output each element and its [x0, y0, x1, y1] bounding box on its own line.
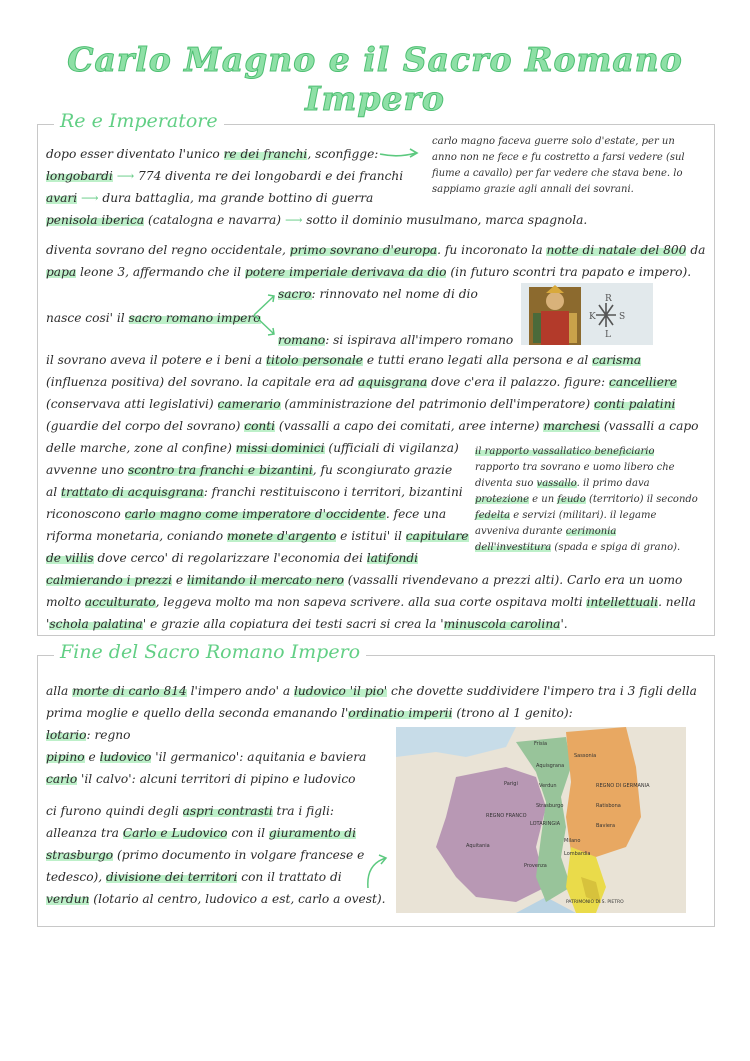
map-label: Lombardia — [564, 851, 591, 857]
map-verdun — [396, 727, 686, 913]
text-line: calmierando i prezzi e limitando il mercato nero (vassalli rivendevano a prezzi alti). Carlo era un uomo — [46, 573, 683, 587]
note-line: protezione e un feudo (territorio) il secondo — [475, 494, 698, 505]
map-label: Verdun — [539, 783, 557, 789]
text-line: papa leone 3, affermando che il potere imperiale derivava da dio (in futuro scontri tra papato e impero). — [46, 265, 692, 279]
charlemagne-portrait — [521, 283, 653, 345]
text-line: strasburgo (primo documento in volgare francese e — [46, 848, 365, 862]
map-label: Aquitania — [466, 843, 490, 849]
section-heading-2: Fine del Sacro Romano Impero — [54, 641, 366, 663]
note-line: carlo magno faceva guerre solo d'estate, per un — [432, 136, 675, 147]
map-label: Frisia — [534, 741, 548, 747]
text-line: molto acculturato, leggeva molto ma non sapeva scrivere. alla sua corte ospitava molti intellettuali. nella — [46, 595, 696, 609]
text-line: (conservava atti legislativi) camerario (amministrazione del patrimonio dell'imperatore) conti palatini — [46, 397, 676, 411]
text-line: carlo 'il calvo': alcuni territori di pipino e ludovico — [46, 772, 356, 786]
map-label: Strasburgo — [536, 803, 564, 809]
map-label: REGNO DI GERMANIA — [596, 783, 650, 789]
text-line: al trattato di acquisgrana: franchi restituiscono i territori, bizantini — [46, 485, 463, 499]
note-line: dell'investitura (spada e spiga di grano). — [475, 542, 681, 553]
arrow-right-icon: ⟶ — [116, 169, 135, 183]
text-line: romano: si ispirava all'impero romano — [278, 333, 514, 347]
text-line: alleanza tra Carlo e Ludovico con il giuramento di — [46, 826, 356, 840]
text-line: diventa sovrano del regno occidentale, primo sovrano d'europa. fu incoronato la notte di natale del 800 da — [46, 243, 706, 257]
section-heading-1: Re e Imperatore — [54, 110, 224, 132]
text-line: avvenne uno scontro tra franchi e bizantini, fu scongiurato grazie — [46, 463, 453, 477]
map-label: LOTARINGIA — [530, 821, 561, 827]
map-label: Parigi — [504, 781, 518, 787]
map-label: Aquisgrana — [536, 763, 565, 769]
map-label: Ratisbona — [596, 803, 621, 809]
text-line: dopo esser diventato l'unico re dei franchi, sconfigge: — [46, 147, 379, 161]
text-line: ci furono quindi degli aspri contrasti tra i figli: — [46, 804, 334, 818]
map-label: Sassonia — [574, 753, 597, 759]
svg-text:R: R — [605, 294, 612, 304]
text-line: (influenza positiva) del sovrano. la capitale era ad aquisgrana dove c'era il palazzo. figure: cancelliere — [46, 375, 677, 389]
curved-arrow-icon — [362, 852, 392, 892]
note-line: fedelta e servizi (militari). il legame — [475, 510, 657, 521]
svg-text:L: L — [605, 330, 611, 340]
text-line: il sovrano aveva il potere e i beni a titolo personale e tutti erano legati alla persona e al carisma — [46, 353, 642, 367]
arrow-right-icon: ⟶ — [284, 213, 303, 227]
text-line: delle marche, zone al confine) missi dominici (ufficiali di vigilanza) — [46, 441, 459, 455]
branch-arrows-icon — [252, 290, 278, 340]
note-line: anno non ne fece e fu costretto a farsi vedere (sul — [432, 152, 685, 163]
text-line: prima moglie e quello della seconda emanando l'ordinatio imperii (trono al 1 genito): — [46, 706, 573, 720]
arrow-right-icon: ⟶ — [81, 191, 99, 205]
text-line: lotario: regno — [46, 728, 131, 742]
map-label: Provenza — [524, 863, 547, 869]
text-line: de villis dove cerco' di regolarizzare l'economia dei latifondi — [46, 551, 419, 565]
text-line: penisola iberica (catalogna e navarra) ⟶ sotto il dominio musulmano, marca spagnola. — [46, 213, 588, 227]
svg-text:K: K — [589, 312, 596, 322]
page-title: Carlo Magno e il Sacro Romano Impero — [67, 40, 683, 118]
note-line: diventa suo vassallo. il primo dava — [475, 478, 650, 489]
text-line: sacro: rinnovato nel nome di dio — [278, 287, 478, 301]
text-line: avari ⟶ dura battaglia, ma grande bottino di guerra — [46, 191, 374, 205]
text-line: riforma monetaria, coniando monete d'argento e istitui' il capitulare — [46, 529, 469, 543]
map-label: PATRIMONIO DI S. PIETRO — [566, 900, 624, 905]
text-line: pipino e ludovico 'il germanico': aquitania e baviera — [46, 750, 367, 764]
map-label: Milano — [564, 838, 581, 844]
map-label: REGNO FRANCO — [486, 813, 527, 819]
text-line: 'schola palatina' e grazie alla copiatura dei testi sacri si crea la 'minuscola carolina'. — [46, 617, 568, 631]
text-line: riconoscono carlo magno come imperatore d'occidente. fece una — [46, 507, 447, 521]
note-line: rapporto tra sovrano e uomo libero che — [475, 462, 675, 473]
note-line: sappiamo grazie agli annali dei sovrani. — [432, 184, 634, 195]
text-line: longobardi ⟶ 774 diventa re dei longobardi e dei franchi — [46, 169, 404, 183]
note-title: il rapporto vassallatico beneficiario — [475, 446, 655, 457]
text-line: tedesco), divisione dei territori con il trattato di — [46, 870, 342, 884]
text-line: (guardie del corpo del sovrano) conti (vassalli a capo dei comitati, aree interne) marchesi (vassalli a capo — [46, 419, 699, 433]
note-line: fiume a cavallo) per far vedere che stava bene. lo — [432, 168, 683, 179]
note-line: avveniva durante cerimonia — [475, 526, 617, 537]
text-line: verdun (lotario al centro, ludovico a est, carlo a ovest). — [46, 892, 386, 906]
text-line: alla morte di carlo 814 l'impero ando' a ludovico 'il pio' che dovette suddividere l'impero tra i 3 figli della — [46, 684, 697, 698]
text-line: nasce cosi' il sacro romano impero — [46, 311, 261, 325]
map-label: Baviera — [596, 823, 616, 829]
svg-text:S: S — [619, 312, 626, 322]
note-arrow-icon — [378, 146, 422, 162]
